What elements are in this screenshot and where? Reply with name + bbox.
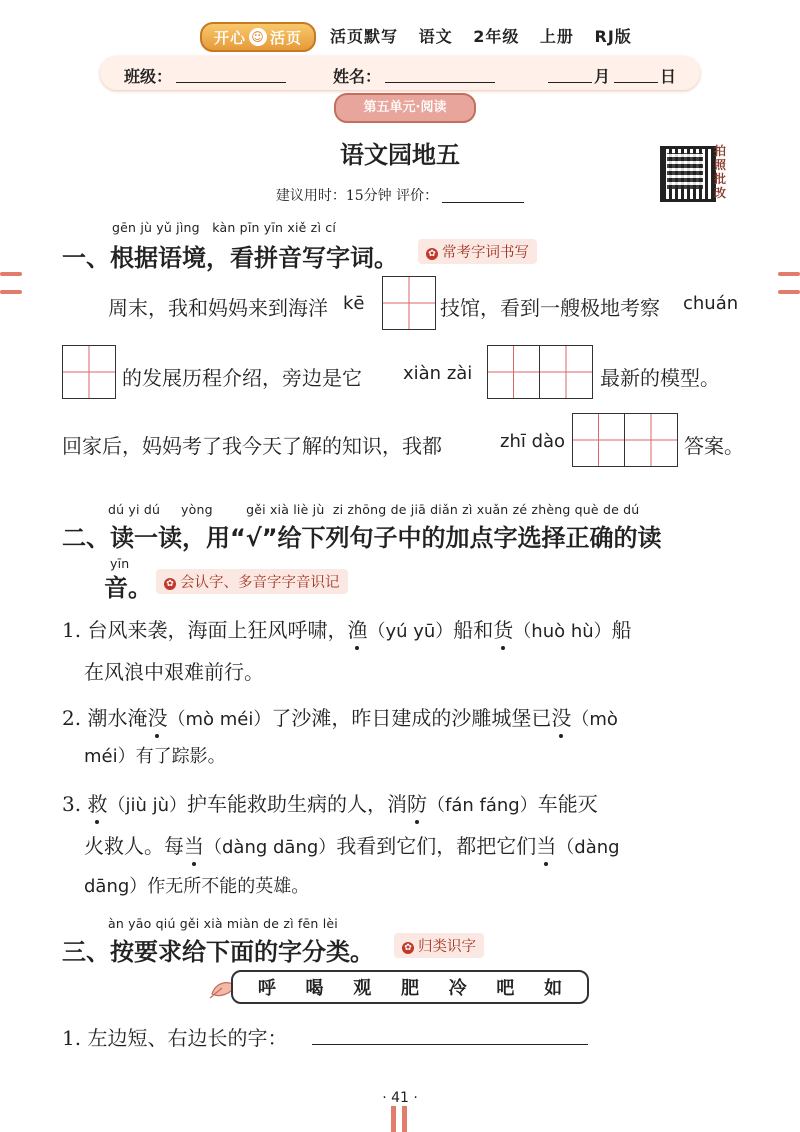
bottom-mark	[391, 1106, 396, 1132]
qr-code-pattern	[667, 153, 703, 189]
q3-text-end: 车能灭	[537, 792, 598, 816]
day-field[interactable]	[614, 64, 658, 83]
page-title: 语文园地五	[340, 141, 460, 169]
smiley-icon: ☺	[249, 28, 267, 46]
s1-line3-pinyin: zhī dào	[500, 431, 566, 452]
section3-pinyin: àn yāo qiú gěi xià miàn de zì fēn lèi	[108, 916, 338, 931]
qr-label: 拍照批改	[714, 144, 727, 200]
q3-options-3[interactable]: （dàng dāng）	[204, 837, 337, 858]
section3-tag	[394, 933, 484, 958]
q1-dotted-char-2: 货	[493, 618, 514, 642]
tag-icon: ✿	[402, 942, 414, 954]
q3-options-2[interactable]: （fán fáng）	[427, 795, 538, 816]
s1-line2-text-b: 最新的模型。	[600, 366, 720, 390]
bank-char: 如	[544, 978, 563, 999]
logo-text-left: 开心	[213, 28, 246, 47]
brand-logo	[200, 22, 316, 52]
section1-pinyin: gēn jù yǔ jìng kàn pīn yīn xiě zì cí	[112, 220, 337, 235]
s1-answer-grid-4[interactable]	[572, 413, 678, 467]
q3-text-a: 3.	[62, 792, 88, 816]
unit-tag: 第五单元·阅读	[334, 93, 476, 123]
q3-line1	[62, 788, 598, 817]
s1-line2-text-a: 的发展历程介绍，旁边是它	[122, 366, 362, 390]
series-label: 活页默写	[330, 27, 399, 46]
q1-line1	[62, 614, 632, 643]
q3-dotted-char-2: 防	[407, 792, 427, 816]
q2-dotted-char-1: 没	[147, 706, 168, 730]
q1-text-end: 船	[611, 618, 632, 642]
section2-tag	[156, 569, 348, 594]
grade-label: 2年级	[473, 27, 520, 46]
bank-char: 冷	[448, 978, 467, 999]
character-bank	[231, 970, 589, 1004]
s1-line1-pinyin: kē	[343, 293, 365, 314]
q2-line2	[84, 742, 226, 768]
section2-heading-end: 音。	[104, 574, 152, 602]
section1-tag	[418, 239, 537, 264]
q1-dotted-char-1: 渔	[347, 618, 368, 642]
s3-q1-answer-field[interactable]	[312, 1018, 588, 1045]
tag-icon: ✿	[426, 248, 438, 260]
s1-line1-text-a: 周末，我和妈妈来到海洋	[108, 296, 328, 320]
bank-char: 观	[353, 978, 372, 999]
section1-tag-text: 常考字词书写	[442, 245, 529, 261]
q1-text-mid: 船和	[453, 618, 494, 642]
subject-label: 语文	[418, 27, 453, 46]
logo-text-right: 活页	[270, 28, 303, 47]
q2-options-2[interactable]: （mò	[571, 709, 618, 730]
section1-heading: 一、根据语境，看拼音写字词。	[62, 244, 398, 272]
grid-cell[interactable]	[383, 277, 435, 329]
bank-char: 喝	[305, 978, 324, 999]
section2-heading: 二、读一读，用“√”给下列句子中的加点字选择正确的读	[62, 524, 662, 552]
grid-cell[interactable]	[63, 346, 115, 398]
name-label: 姓名：	[333, 67, 382, 86]
q3-line2-text-a: 火救人。每	[84, 834, 184, 858]
tag-icon: ✿	[164, 578, 176, 590]
q1-line2: 在风浪中艰难前行。	[84, 660, 264, 684]
q2-text-a: 2. 潮水淹	[62, 706, 148, 730]
q2-dotted-char-2: 没	[551, 706, 572, 730]
q3-line3-text: dāng）作无所不能的英雄。	[84, 876, 310, 897]
section2-pinyin: dú yi dú yòng gěi xià liè jù zi zhōng de jiā diǎn zì xuǎn zé zhèng què de dú	[108, 502, 640, 517]
q2-options-1[interactable]: （mò méi）	[167, 709, 272, 730]
q3-options-4[interactable]: （dàng	[556, 837, 620, 858]
class-field[interactable]	[176, 64, 286, 83]
q1-text-a: 1. 台风来袭，海面上狂风呼啸，	[62, 618, 348, 642]
q3-line3	[84, 872, 309, 898]
book-info	[330, 24, 646, 47]
bank-char: 吧	[496, 978, 515, 999]
suggested-time-text: 建议用时：15分钟 评价：	[275, 188, 439, 204]
s1-line2-pinyin: xiàn zài	[403, 363, 473, 384]
volume-label: 上册	[539, 27, 574, 46]
side-mark	[778, 290, 800, 294]
day-label: 日	[660, 67, 677, 86]
s3-q1-label: 1. 左边短、右边长的字：	[62, 1026, 288, 1050]
q1-options-2[interactable]: （huò hù）	[513, 621, 612, 642]
grid-cell[interactable]	[625, 414, 677, 466]
q3-text-mid: 护车能救助生病的人，消	[187, 792, 407, 816]
side-mark	[778, 272, 800, 276]
side-mark	[0, 272, 22, 276]
q3-dotted-char-3: 当	[184, 834, 204, 858]
q3-options-1[interactable]: （jiù jù）	[107, 795, 187, 816]
s1-answer-grid-1[interactable]	[382, 276, 436, 330]
q3-line2	[84, 830, 620, 859]
edition-label: RJ版	[594, 27, 632, 46]
grid-cell[interactable]	[540, 346, 592, 398]
grid-cell[interactable]	[573, 414, 625, 466]
bottom-mark	[402, 1106, 407, 1132]
q3-dotted-char-1: 救	[87, 792, 108, 816]
grid-cell[interactable]	[488, 346, 540, 398]
month-field[interactable]	[548, 64, 592, 83]
s1-line1-pinyin2: chuán	[683, 293, 739, 314]
section3-heading: 三、按要求给下面的字分类。	[62, 938, 374, 966]
q2-line2-text: méi）有了踪影。	[84, 746, 226, 767]
bank-char: 肥	[400, 978, 419, 999]
s1-answer-grid-3[interactable]	[487, 345, 593, 399]
s1-line1-text-b: 技馆，看到一艘极地考察	[440, 296, 660, 320]
suggested-time-line	[0, 185, 800, 205]
q2-text-mid: 了沙滩，昨日建成的沙雕城堡已	[271, 706, 552, 730]
section3-tag-text: 归类识字	[418, 939, 476, 955]
q2-line1	[62, 702, 618, 731]
q3-line2-text-b: 我看到它们，都把它们	[336, 834, 537, 858]
page-number: · 41 ·	[382, 1090, 418, 1106]
class-label: 班级：	[124, 67, 173, 86]
s1-line3-text-a: 回家后，妈妈考了我今天了解的知识，我都	[62, 434, 442, 458]
q1-options-1[interactable]: （yú yū）	[367, 621, 454, 642]
month-label: 月	[594, 67, 611, 86]
side-mark	[0, 290, 22, 294]
s1-line3-text-b: 答案。	[684, 434, 744, 458]
s1-answer-grid-2[interactable]	[62, 345, 116, 399]
name-field[interactable]	[385, 64, 495, 83]
q3-dotted-char-4: 当	[536, 834, 557, 858]
bank-char: 呼	[257, 978, 276, 999]
section2-pinyin-2: yīn	[110, 556, 130, 571]
evaluation-field[interactable]	[442, 202, 524, 203]
section2-tag-text: 会认字、多音字字音识记	[180, 575, 340, 591]
